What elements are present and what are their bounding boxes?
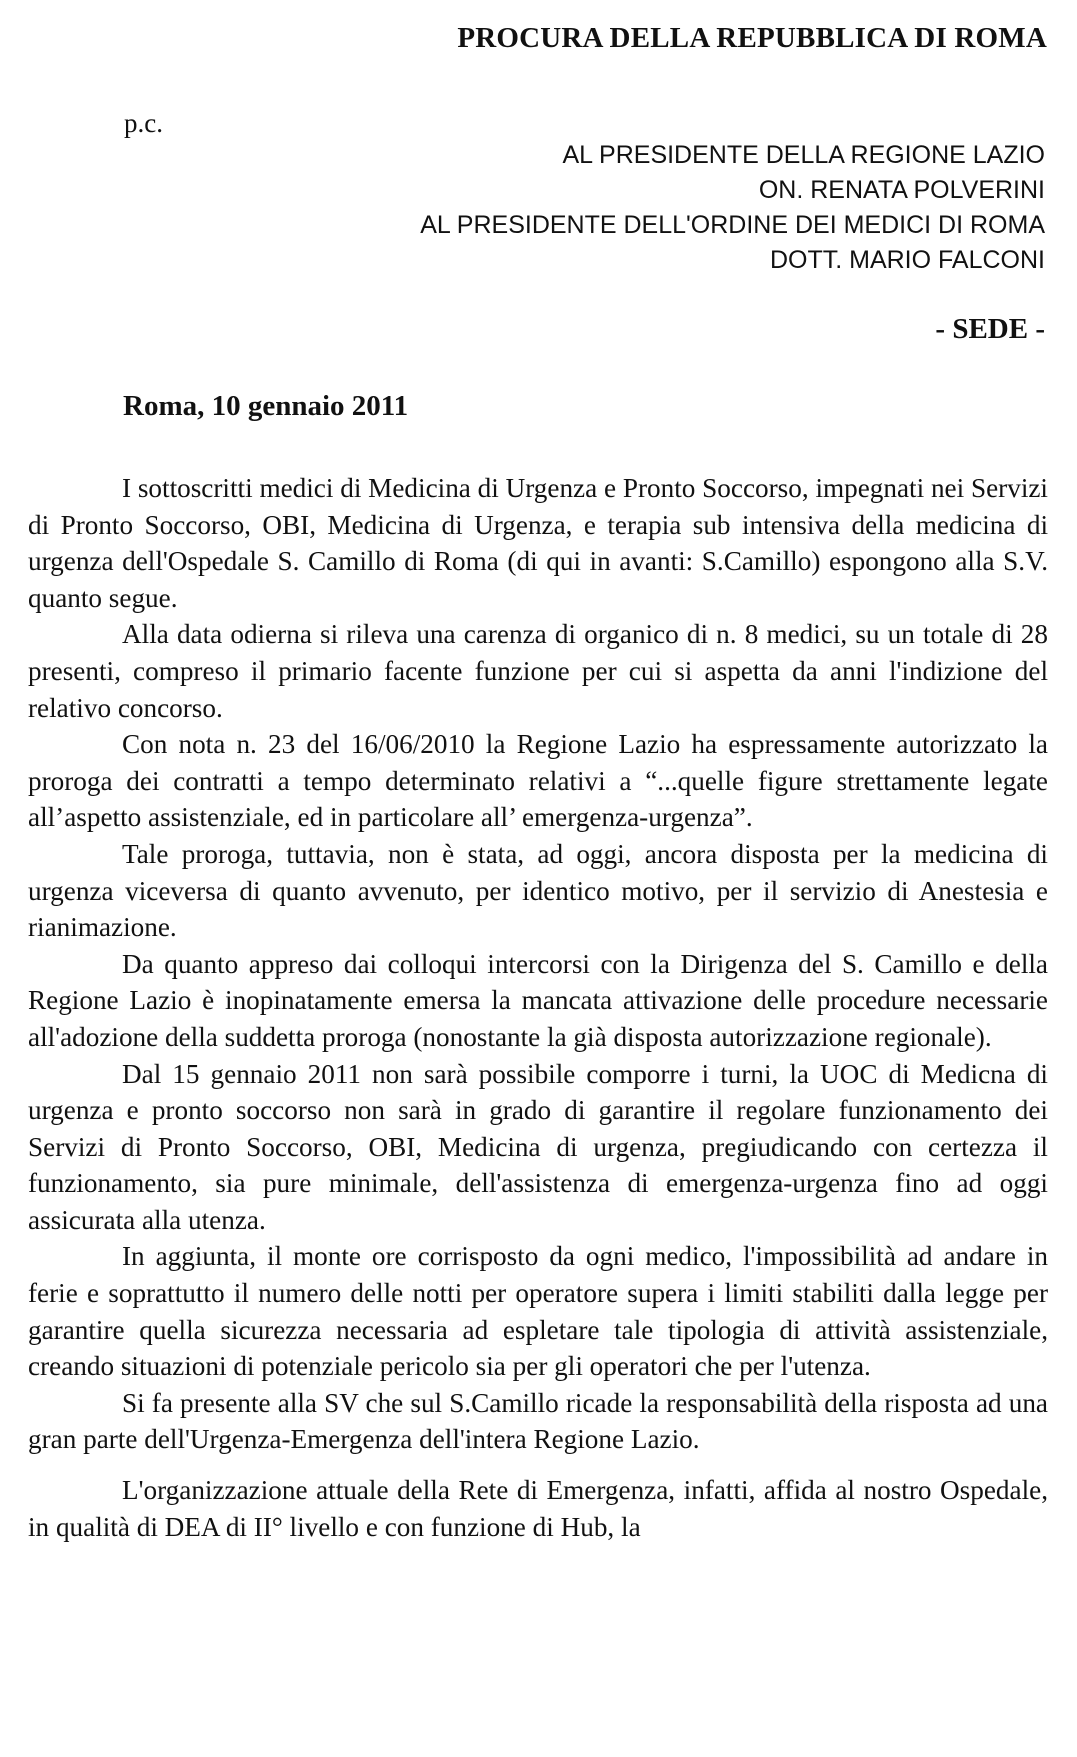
body-paragraph: Con nota n. 23 del 16/06/2010 la Regione Lazio ha espressamente autorizzato la proroga dei contratti a tempo determinato relativi a “...quelle figure strettamente legate all’aspetto assistenziale, ed in particolare all’ emergenza-urgenza”. xyxy=(28,729,1048,833)
body-paragraph: In aggiunta, il monte ore corrisposto da ogni medico, l'impossibilità ad andare in ferie e soprattutto il numero delle notti per operatore supera i limiti stabiliti dalla legge per garantire quella sicurezza necessaria ad espletare tale tipologia di attività assistenziale, creando situazioni di potenziale pericolo sia per gli operatori che per l'utenza. xyxy=(28,1241,1048,1382)
body-paragraph: Da quanto appreso dai colloqui intercorsi con la Dirigenza del S. Camillo e della Regione Lazio è inopinatamente emersa la mancata attivazione delle procedure necessarie all'adozione della suddetta proroga (nonostante la già disposta autorizzazione regionale). xyxy=(28,948,1048,1052)
body-paragraph: Alla data odierna si rileva una carenza di organico di n. 8 medici, su un totale di 28 presenti, compreso il primario facente funzione per cui si aspetta da anni l'indizione del relativo concorso. xyxy=(28,619,1048,723)
body-paragraph: Dal 15 gennaio 2011 non sarà possibile comporre i turni, la UOC di Medicna di urgenza e pronto soccorso non sarà in grado di garantire il regolare funzionamento dei Servizi di Pronto Soccorso, OBI, Medicina di urgenza, pregiudicando con certezza il funzionamento, sia pure minimale, dell'assistenza di emergenza-urgenza fino ad oggi assicurata alla utenza. xyxy=(28,1058,1048,1235)
body-paragraph: Si fa presente alla SV che sul S.Camillo ricade la responsabilità della risposta ad una gran parte dell'Urgenza-Emergenza dell'intera Regione Lazio. xyxy=(28,1387,1048,1455)
document-header: PROCURA DELLA REPUBBLICA DI ROMA xyxy=(457,22,1047,54)
recipient-line: AL PRESIDENTE DELL'ORDINE DEI MEDICI DI ROMA xyxy=(420,211,1045,239)
pc-label: p.c. xyxy=(124,108,163,138)
body-paragraph: Tale proroga, tuttavia, non è stata, ad oggi, ancora disposta per la medicina di urgenza viceversa di quanto avvenuto, per identico motivo, per il servizio di Anestesia e rianimazione. xyxy=(28,838,1048,943)
recipient-line: AL PRESIDENTE DELLA REGIONE LAZIO xyxy=(562,141,1045,169)
recipient-line: ON. RENATA POLVERINI xyxy=(758,176,1045,204)
recipient-line: DOTT. MARIO FALCONI xyxy=(769,246,1045,274)
recipients-block xyxy=(420,138,1045,278)
letter-body xyxy=(28,470,1048,1545)
letter-date: Roma, 10 gennaio 2011 xyxy=(123,390,409,422)
body-paragraph: L'organizzazione attuale della Rete di Emergenza, infatti, affida al nostro Ospedale, in qualità di DEA di II° livello e con funzione di Hub, la xyxy=(28,1475,1048,1542)
body-paragraph: I sottoscritti medici di Medicina di Urgenza e Pronto Soccorso, impegnati nei Servizi di Pronto Soccorso, OBI, Medicina di Urgenza, e terapia sub intensiva della medicina di urgenza dell'Ospedale S. Camillo di Roma (di qui in avanti: S.Camillo) espongono alla S.V. quanto segue. xyxy=(28,473,1048,613)
sede-label: - SEDE - xyxy=(935,313,1045,345)
